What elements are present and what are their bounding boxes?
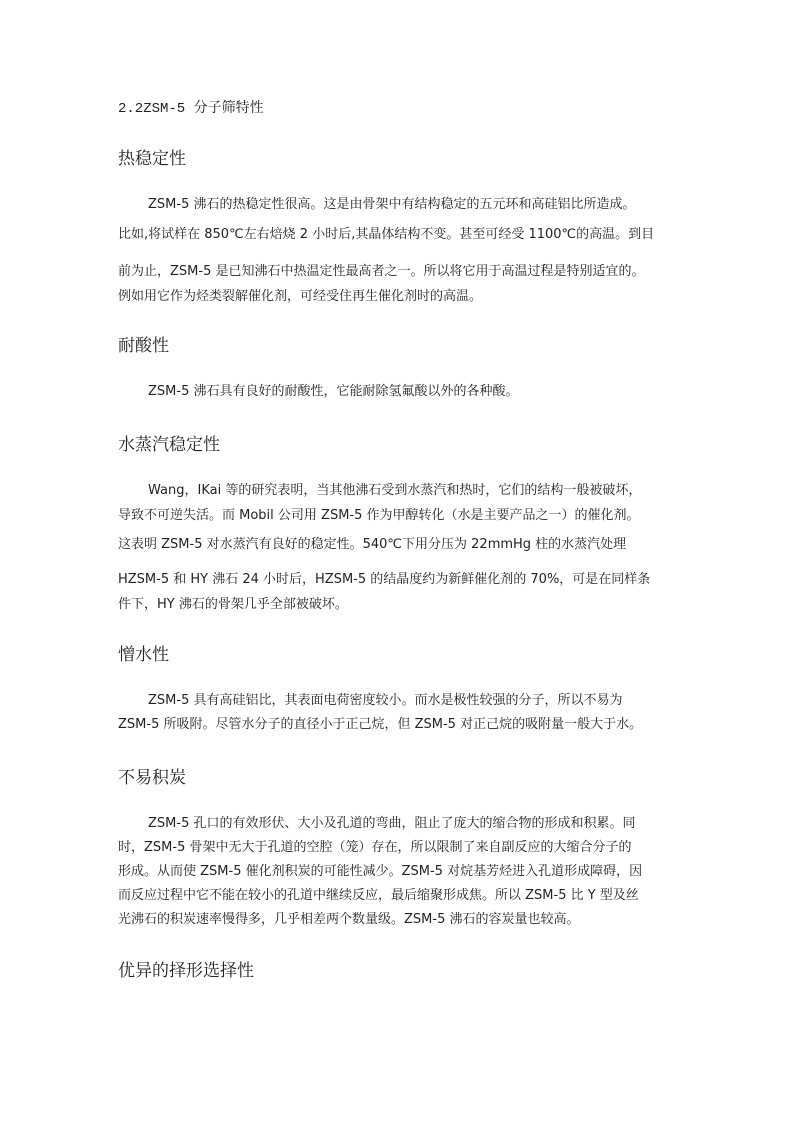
paragraph-line: 而反应过程中它不能在较小的孔道中继续反应，最后缩聚形成焦。所以 ZSM-5 比 Y 型及丝 [118, 888, 639, 903]
paragraph-line: ZSM-5 所吸附。尽管水分子的直径小于正己烷，但 ZSM-5 对正己烷的吸附量一般大于水。 [118, 717, 643, 732]
paragraph-line: ZSM-5 沸石的热稳定性很高。这是由骨架中有结构稳定的五元环和高硅铝比所造成。 [148, 197, 636, 212]
heading-acid-resistance: 耐酸性 [118, 336, 169, 356]
heading-shape-selectivity: 优异的择形选择性 [118, 961, 254, 981]
paragraph-line: 光沸石的积炭速率慢得多，几乎相差两个数量级。ZSM-5 沸石的容炭量也较高。 [118, 912, 580, 927]
section-title: 2.2ZSM-5 分子筛特性 [118, 101, 264, 117]
paragraph-line: 形成。从而使 ZSM-5 催化剂积炭的可能性减少。ZSM-5 对烷基芳烃进入孔道形成障碍，因 [118, 864, 643, 879]
paragraph-line: 例如用它作为烃类裂解催化剂，可经受住再生催化剂时的高温。 [118, 289, 483, 304]
paragraph-line: HZSM-5 和 HY 沸石 24 小时后，HZSM-5 的结晶度约为新鲜催化剂的 70%，可是在同样条 [118, 572, 651, 587]
paragraph-line: 这表明 ZSM-5 对水蒸汽有良好的稳定性。540℃下用分压为 22mmHg 柱的水蒸汽处理 [118, 537, 627, 552]
paragraph-line: ZSM-5 沸石具有良好的耐酸性，它能耐除氢氟酸以外的各种酸。 [148, 384, 519, 399]
paragraph-line: 比如,将试样在 850℃左右焙烧 2 小时后,其晶体结构不变。甚至可经受 1100℃的高温。到目 [118, 227, 655, 242]
heading-low-coking: 不易积炭 [118, 768, 186, 788]
paragraph-line: 导致不可逆失活。而 Mobil 公司用 ZSM-5 作为甲醇转化（水是主要产品之一）的催化剂。 [118, 508, 640, 523]
paragraph-line: ZSM-5 孔口的有效形伏、大小及孔道的弯曲，阻止了庞大的缩合物的形成和积累。同 [148, 816, 636, 831]
heading-hydrophobicity: 憎水性 [118, 645, 169, 665]
paragraph-line: Wang，IKai 等的研究表明，当其他沸石受到水蒸汽和热时，它们的结构一般被破坏， [148, 483, 642, 498]
heading-steam-stability: 水蒸汽稳定性 [118, 435, 220, 455]
paragraph-line: 前为止，ZSM-5 是已知沸石中热温定性最高者之一。所以将它用于高温过程是特别适宜的。 [118, 264, 645, 279]
paragraph-line: 时，ZSM-5 骨架中无大于孔道的空腔（笼）存在，所以限制了来自副反应的大缩合分子的 [118, 840, 632, 855]
paragraph-line: 件下，HY 沸石的骨架几乎全部被破坏。 [118, 597, 348, 612]
heading-thermal-stability: 热稳定性 [118, 149, 186, 169]
paragraph-line: ZSM-5 具有高硅铝比，其表面电荷密度较小。而水是极性较强的分子，所以不易为 [148, 693, 623, 708]
